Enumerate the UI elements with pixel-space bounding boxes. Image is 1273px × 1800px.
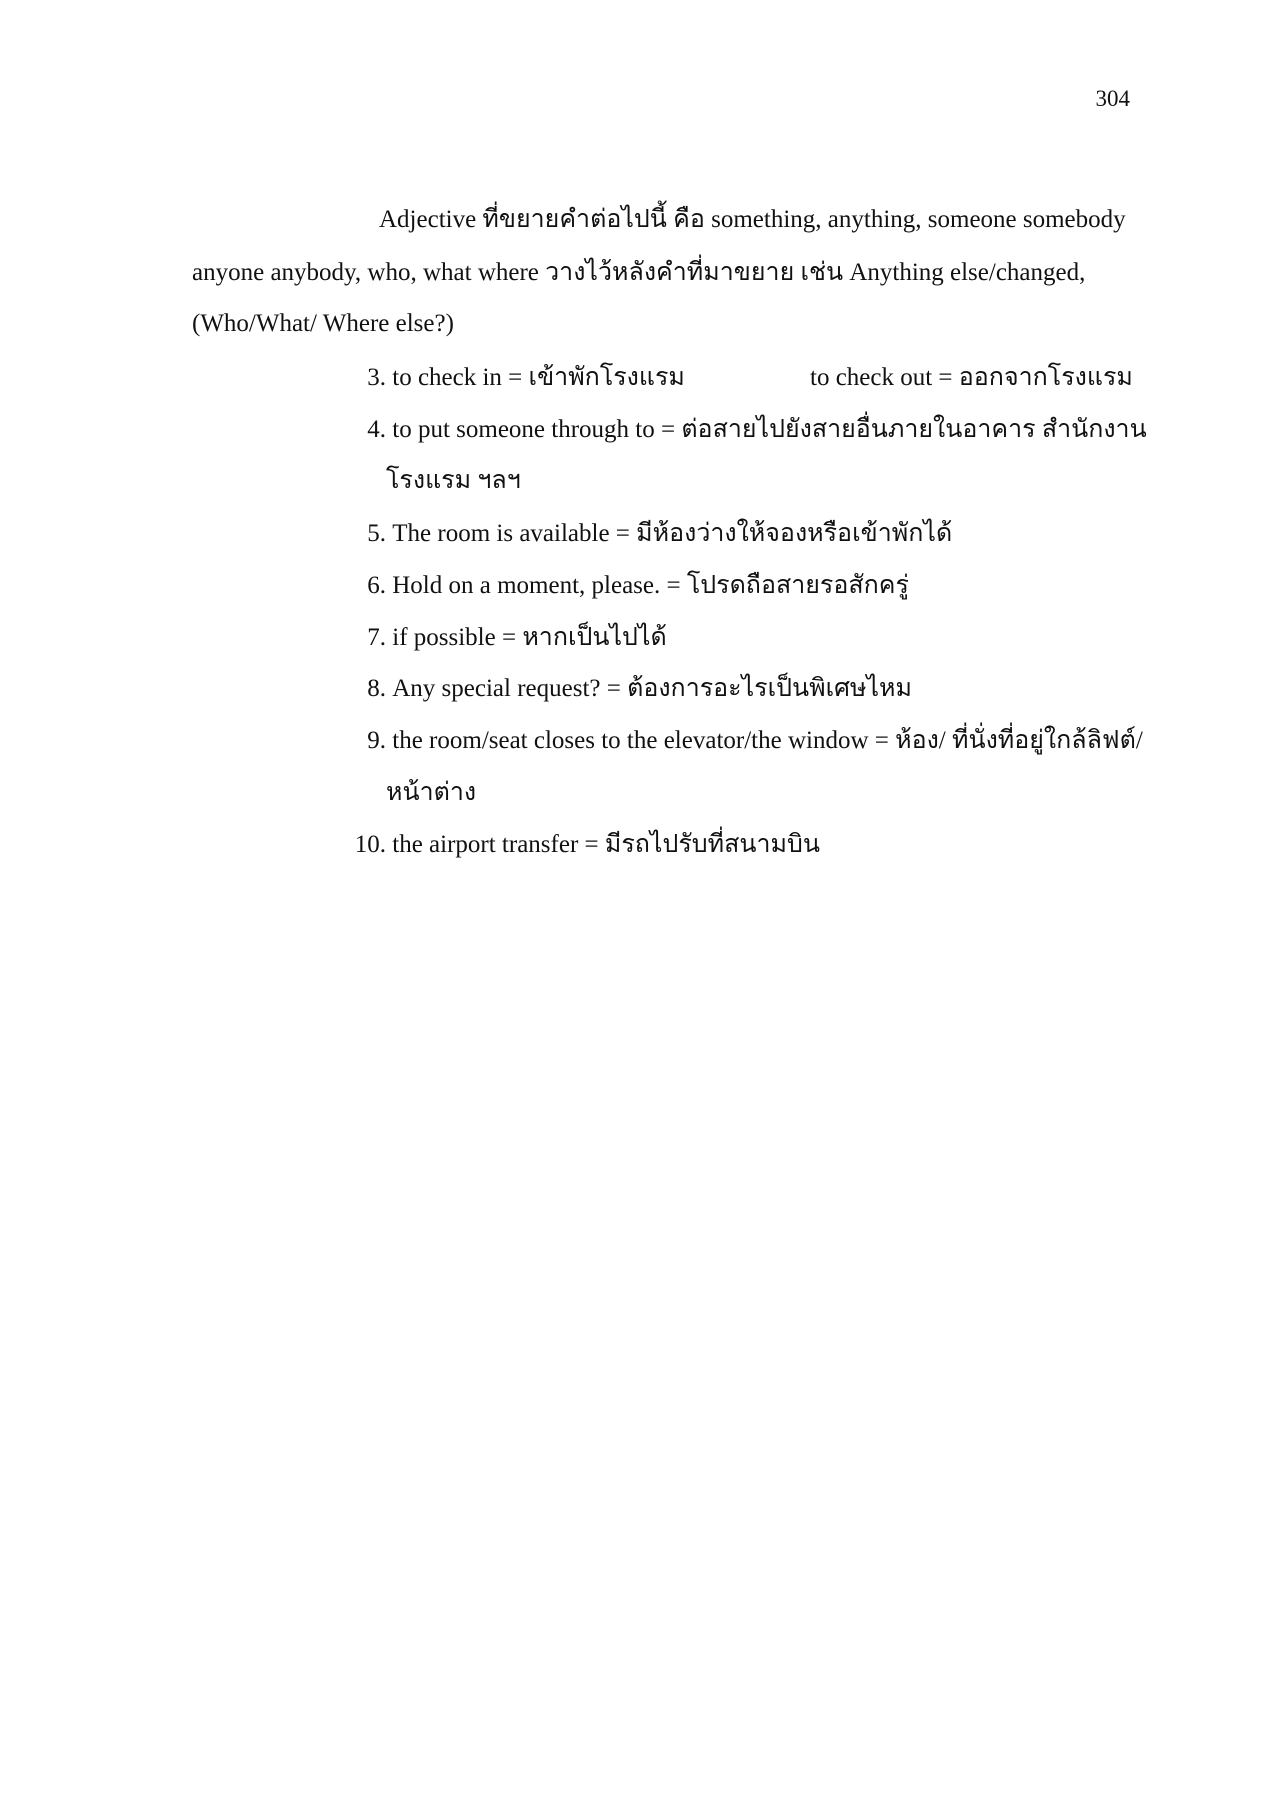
list-item-text: Any special request? = ต้องการอะไรเป็นพิเศษไหม [392,675,913,702]
list-item-number: 10. [354,831,386,858]
list-item-9 [340,725,1143,757]
list-item-9-continuation: หน้าต่าง [386,779,477,806]
list-item-10 [340,829,820,861]
intro-paragraph-line-1: Adjective ที่ขยายคำต่อไปนี้ คือ something, anything, someone somebody [379,206,1126,233]
list-item-8 [340,673,912,705]
list-item-text: if possible = หากเป็นไปได้ [392,624,667,651]
intro-paragraph-line-3: (Who/What/ Where else?) [192,310,454,337]
list-item-number: 9. [367,727,386,754]
list-item-number: 7. [367,624,386,651]
list-item-text: to check in = เข้าพักโรงแรม [392,364,685,391]
list-item-number: 4. [367,416,386,443]
list-item-text: the airport transfer = มีรถไปรับที่สนามบิน [392,831,820,858]
list-item-4-continuation: โรงแรม ฯลฯ [386,467,521,494]
page-number: 304 [1095,86,1130,111]
list-item-text: the room/seat closes to the elevator/the window = ห้อง/ ที่นั่งที่อยู่ใกล้ลิฟต์/ [392,727,1143,754]
list-item-number: 5. [367,520,386,547]
list-item-4 [340,414,1147,446]
list-item-text: to put someone through to = ต่อสายไปยังสายอื่นภายในอาคาร สำนักงาน [392,416,1147,443]
list-item-text: The room is available = มีห้องว่างให้จองหรือเข้าพักได้ [392,520,953,547]
list-item-5 [340,518,952,550]
list-item-6 [340,570,909,602]
list-item-text: Hold on a moment, please. = โปรดถือสายรอสักครู่ [392,572,909,599]
list-item-number: 3. [367,364,386,391]
list-item-7 [340,622,667,654]
list-item-3-check-out: to check out = ออกจากโรงแรม [810,364,1133,391]
list-item-3 [340,362,685,394]
intro-paragraph-line-2: anyone anybody, who, what where วางไว้หลังคำที่มาขยาย เช่น Anything else/changed, [192,259,1086,286]
list-item-number: 6. [367,572,386,599]
list-item-number: 8. [367,675,386,702]
